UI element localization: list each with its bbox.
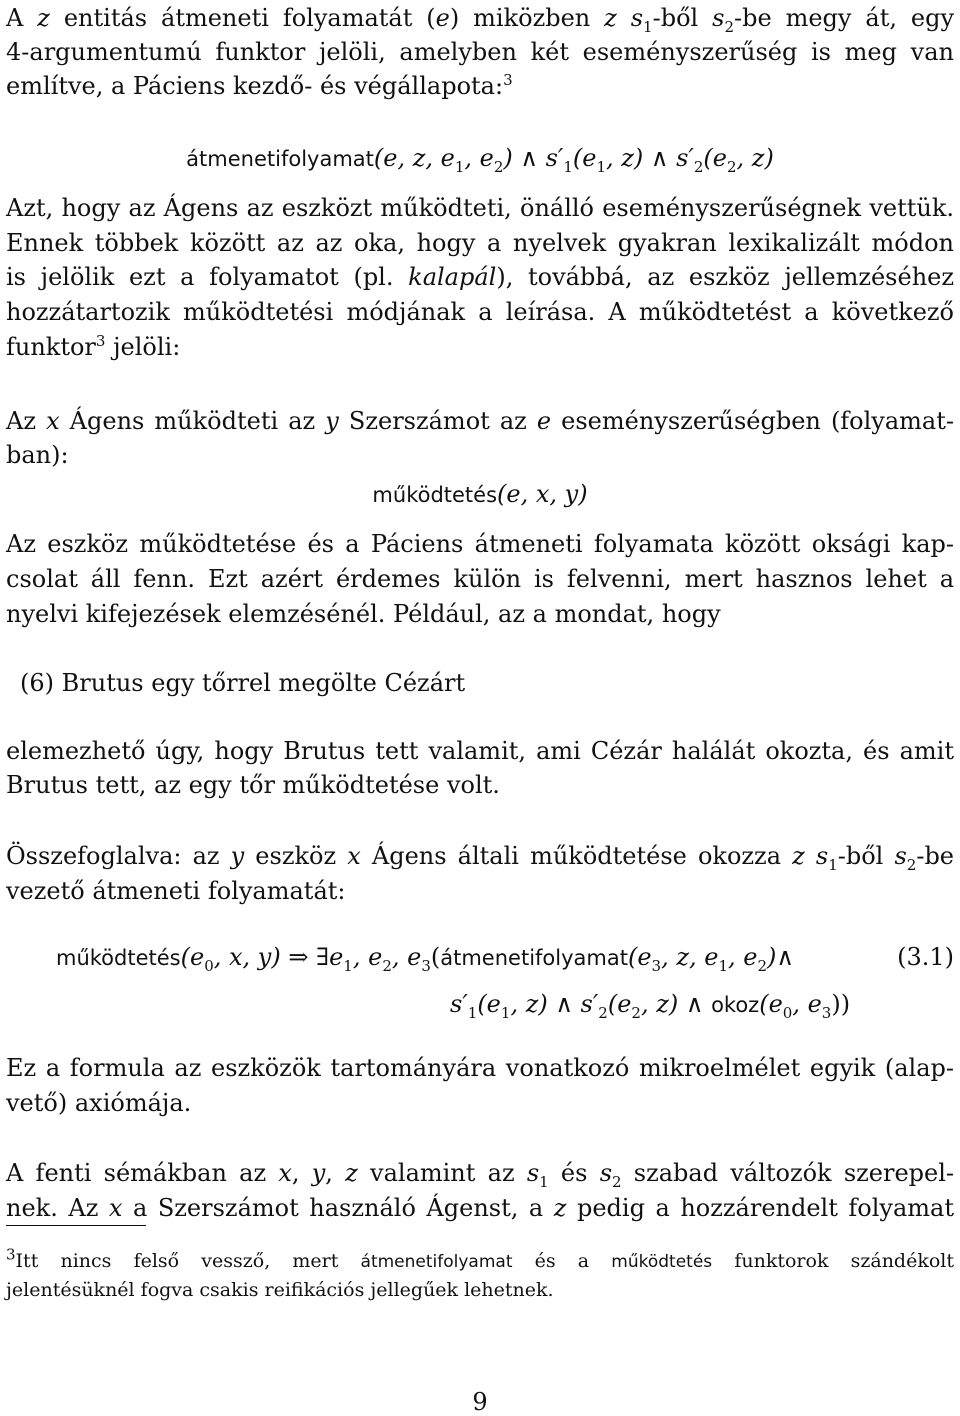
equation-3-1-row-1: $működtetés(e_0$, x, y) ⇒ $\exists e_1$, $e_2$, $e_3(átmenetifolyamat(e_3$, z, $e_1$, $e_2)\wedge$ <box>56 943 794 975</box>
formula-transition: átmenetifolyamat(e, z, $e_1$, $e_2$) ∧ $s'_1(e_1$, z) ∧ $s'_2(e_2$, z) <box>186 144 774 176</box>
p3-line-2: csolat áll fenn. Ezt azért érdemes külön is felvenni, mert hasznos lehet a <box>6 565 954 593</box>
page-number: 9 <box>472 1388 488 1416</box>
example-6 <box>20 667 960 699</box>
p4-line-1: elemezhető úgy, hogy Brutus tett valamit, ami Cézár halálát okozta, és amit <box>6 737 954 765</box>
p5-line-2: vezető átmeneti folyamatát: <box>6 877 346 905</box>
example-number: (6) <box>20 669 54 697</box>
p2-line-2: Ennek többek között az az oka, hogy a nyelvek gyakran lexikalizált módon <box>6 229 954 257</box>
example-text: Brutus egy tőrrel megölte Cézárt <box>61 669 466 697</box>
footnote-ref[interactable]: 3 <box>95 332 106 350</box>
p7-line-2: nek. Az x a Szerszámot használó Ágenst, a z pedig a hozzárendelt folyamat <box>6 1194 954 1222</box>
formula-operate: működtetés(e, x, y) <box>372 480 588 508</box>
p1-line-2: 4-argumentumú funktor jelöli, amelyben két eseményszerűség is meg van <box>6 38 954 66</box>
equation-3-1-row-2: $s'_1(e_1$, z) ∧ $s'_2(e_2$, z) ∧ $okoz(e_0$, $e_3$)) <box>450 990 851 1022</box>
p2-line-4: hozzátartozik működtetési módjának a leírása. A működtetést a következő <box>6 298 954 326</box>
p7-line-1: A fenti sémákban az x, y, z valamint az $s_1$ és $s_2$ szabad változók szerepel- <box>6 1159 955 1191</box>
def-line-2: ban): <box>6 441 69 469</box>
p2-line-3: is jelölik ezt a folyamatot (pl. kalapál), továbbá, az eszköz jellemzéséhez <box>6 263 954 291</box>
p1-line-1: A z entitás átmeneti folyamatát (e) miközben z $s_1$-ből $s_2-be$ megy át, egy <box>6 4 955 36</box>
p4-line-2: Brutus tett, az egy tőr működtetése volt. <box>6 771 500 799</box>
p6-line-1: Ez a formula az eszközök tartományára vonatkozó mikroelmélet egyik (alap- <box>6 1054 954 1082</box>
def-line-1: Az x Ágens működteti az y Szerszámot az e eseményszerűségben (folyamat- <box>6 407 954 435</box>
footnote-ref[interactable]: 3 <box>503 71 513 89</box>
p3-line-3: nyelvi kifejezések elemzésénél. Például, az a mondat, hogy <box>6 600 721 628</box>
footnote-mark: 3 <box>6 1245 16 1264</box>
p5-line-1: Összefoglalva: az y eszköz x Ágens általi működtetése okozza z $s_1$-ből $s_2-be$ <box>6 842 955 874</box>
p6-line-2: vető) axiómája. <box>6 1089 192 1117</box>
footnote-line-1: $^3$Itt nincs felső vessző, mert átmenetifolyamat és a működtetés funktorok szándékolt <box>6 1245 955 1272</box>
p2-line-5: funktor$^3$ jelöli: <box>6 332 181 361</box>
p1-line-3: említve, a Páciens kezdő- és végállapota:$^3$ <box>6 71 513 100</box>
equation-number: (3.1) <box>897 943 954 971</box>
p2-line-1: Azt, hogy az Ágens az eszközt működteti, önálló eseményszerűségnek vettük. <box>6 194 954 222</box>
footnote-line-2: jelentésüknél fogva csakis reifikációs jellegűek lehetnek. <box>6 1279 554 1301</box>
p3-line-1: Az eszköz működtetése és a Páciens átmeneti folyamata között oksági kap- <box>6 530 954 558</box>
footnote-rule <box>6 1225 146 1226</box>
